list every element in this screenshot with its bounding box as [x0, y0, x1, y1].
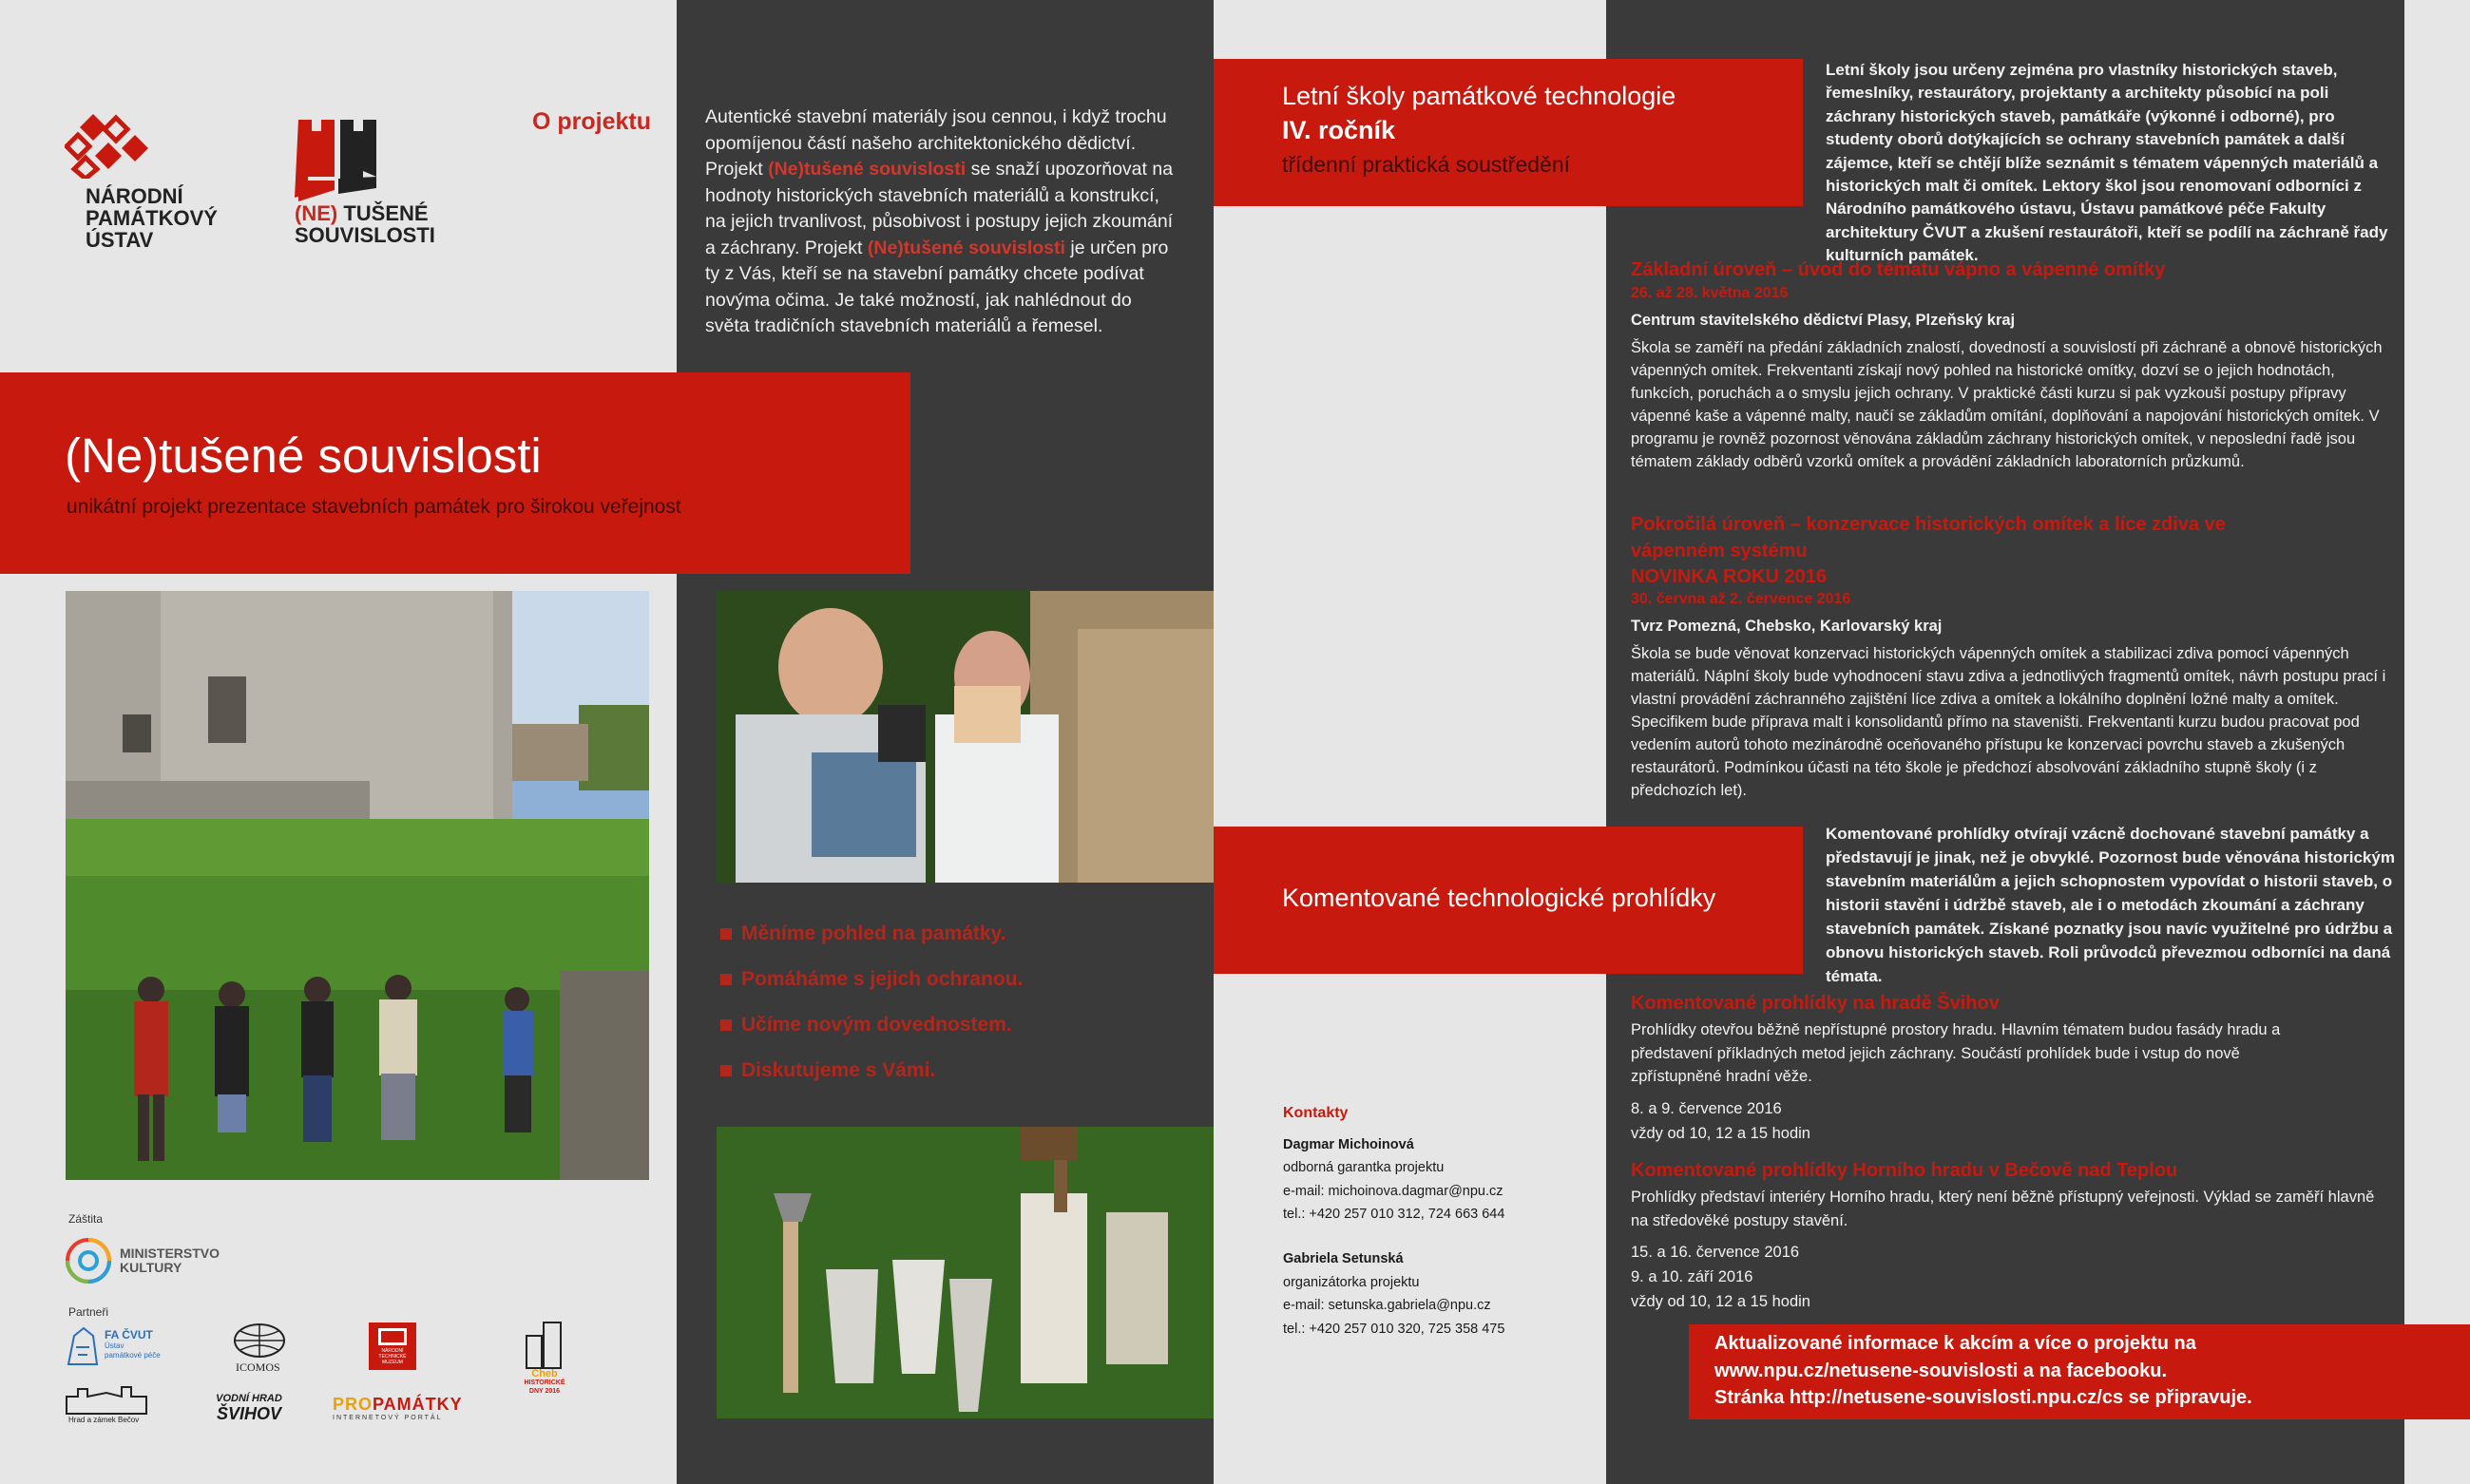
cheb-line1: Cheb	[531, 1368, 558, 1379]
svihov-date: 8. a 9. července 2016	[1631, 1099, 1782, 1117]
ntm-text: NÁRODNÍ TECHNICKÉ MUZEUM	[378, 1348, 407, 1365]
workers-photo	[717, 591, 1214, 883]
intro-highlight-2: (Ne)tušené souvislosti	[867, 237, 1065, 258]
ministerstvo-line2: KULTURY	[120, 1260, 182, 1275]
kontakty-title: Kontakty	[1283, 1105, 1349, 1121]
o-projektu-heading: O projektu	[532, 108, 652, 135]
castle-photo	[66, 591, 649, 1180]
intro-highlight-1: (Ne)tušené souvislosti	[768, 159, 967, 180]
cheb-line3: DNY 2016	[528, 1388, 561, 1395]
becov-text: Hrad a zámek Bečov	[68, 1416, 140, 1424]
prohlidky-title: Komentované technologické prohlídky	[1282, 884, 1716, 912]
becov-date1: 15. a 16. července 2016	[1631, 1244, 1800, 1261]
ne-prefix: (NE)	[295, 201, 338, 225]
svihov-line1: VODNÍ HRAD	[216, 1393, 282, 1404]
npu-line3: ÚSTAV	[86, 228, 154, 252]
ntm-logo	[369, 1322, 416, 1370]
pokrocila-section	[1631, 511, 2401, 802]
pokrocila-place: Tvrz Pomezná, Chebsko, Karlovarský kraj	[1631, 618, 1943, 635]
npu-logo-icon	[65, 114, 152, 179]
ministerstvo-kultury-icon	[65, 1237, 112, 1284]
bullet-item: Diskutujeme s Vámi.	[720, 1056, 1023, 1102]
aktual-text	[1714, 1330, 2252, 1412]
svihov-time: vždy od 10, 12 a 15 hodin	[1631, 1124, 1810, 1142]
pokrocila-heading: Pokročilá úroveň – konzervace historických omítek a líce zdiva ve vápenném systému	[1631, 514, 2226, 561]
propamatky-rest: PAMÁTKY	[373, 1395, 463, 1414]
bullet-item: Měníme pohled na památky.	[720, 920, 1023, 965]
zakladni-heading: Základní úroveň – úvod do tématu vápno a vápenné omítky	[1631, 259, 2166, 280]
letni-skoly-rocnik: IV. ročník	[1282, 116, 1396, 144]
zastita-label: Záštita	[68, 1212, 104, 1226]
kontakt1-email[interactable]: e-mail: michoinova.dagmar@npu.cz	[1283, 1183, 1503, 1199]
ministerstvo-kultury-text	[120, 1246, 220, 1275]
kontakt1-role: odborná garantka projektu	[1283, 1160, 1445, 1176]
propamatky-sub: INTERNETOVÝ PORTÁL	[333, 1415, 443, 1421]
ne-logo-text	[295, 202, 435, 246]
kontakt2-tel: tel.: +420 257 010 320, 725 358 475	[1283, 1321, 1505, 1337]
page-title: (Ne)tušené souvislosti	[65, 428, 542, 483]
partneri-label: Partneři	[68, 1305, 109, 1319]
svihov-section	[1631, 990, 2334, 1146]
svihov-heading: Komentované prohlídky na hradě Švihov	[1631, 993, 2000, 1014]
ne-line1: TUŠENÉ	[337, 201, 429, 225]
aktual-line1: Aktualizované informace k akcím a více o projektu na	[1714, 1333, 2196, 1354]
aktual-line3[interactable]: Stránka http://netusene-souvislosti.npu.cz/cs se připravuje.	[1714, 1387, 2252, 1408]
propamatky-logo	[333, 1395, 463, 1421]
kontakty-block	[1283, 1102, 1504, 1341]
ntm-mark-icon	[378, 1328, 407, 1345]
kontakt1-tel: tel.: +420 257 010 312, 724 663 644	[1283, 1207, 1505, 1223]
aktual-line2[interactable]: www.npu.cz/netusene-souvislosti a na facebooku.	[1714, 1360, 2168, 1381]
fa-cvut-sub: Ústav památkové péče	[105, 1341, 161, 1360]
becov-section	[1631, 1157, 2391, 1314]
prohlidky-intro: Komentované prohlídky otvírají vzácně dochované stavební památky a představují je jinak, než je obvyklé. Pozornost bude věnována historickým stavebním materiálům a jejich schopnostem vypovídat o historii staveb, o historii stavění i údržbě staveb, ale i o metodách zkoumání a záchrany stavebních památek. Získané poznatky jsou navíc využitelné pro údržbu a obnovu historických staveb. Roli průvodců převezmou odborníci na daná témata.	[1826, 825, 2395, 985]
bullet-item: Učíme novým dovednostem.	[720, 1011, 1023, 1056]
kontakt1-name: Dagmar Michoinová	[1283, 1136, 1414, 1152]
icomos-globe-icon	[231, 1322, 288, 1359]
zakladni-place: Centrum stavitelského dědictví Plasy, Plzeňský kraj	[1631, 312, 2016, 329]
zakladni-date: 26. až 28. května 2016	[1631, 285, 1789, 301]
icomos-text: ICOMOS	[236, 1360, 280, 1374]
npu-logo-text	[86, 185, 218, 251]
zakladni-section	[1631, 257, 2401, 473]
intro-p1: Autentické stavební materiály jsou cennou, i když trochu opomíjenou částí našeho architektonického dědictví. Projekt	[705, 106, 1167, 180]
intro-paragraph	[705, 105, 1180, 340]
tools-photo	[717, 1127, 1214, 1418]
mission-bullets	[720, 920, 1023, 1102]
kontakt2-name: Gabriela Setunská	[1283, 1250, 1404, 1266]
becov-text: Prohlídky představí interiéry Horního hradu, který není běžně přístupný veřejnosti. Výklad se zaměří hlavně na středověké postupy stavění.	[1631, 1189, 2375, 1229]
letni-skoly-intro: Letní školy jsou určeny zejména pro vlastníky historických staveb, řemeslníky, restaurátory, projektanty a architekty působící na poli záchrany historických staveb, památkáře (výkonné i odborné), pro studenty oborů dotýkajících se ochrany stavebních památek a další zájemce, kteří se chtějí blíže seznámit s tématem vápenných materiálů a historických malt či omítek. Lektory škol jsou renomovaní odborníci z Národního památkového ústavu, Ústavu památkové péče Fakulty architektury ČVUT a zkušení restaurátoři, kteří se podílí na záchraně řady kulturních památek.	[1826, 61, 2388, 265]
fa-cvut-text: FA ČVUT	[105, 1328, 153, 1341]
bullet-item: Pomáháme s jejich ochranou.	[720, 965, 1023, 1011]
cheb-line2: HISTORICKÉ	[524, 1379, 565, 1386]
pokrocila-novinka: NOVINKA ROKU 2016	[1631, 566, 1827, 587]
letni-skoly-subtitle: třídenní praktická soustředění	[1282, 152, 1570, 177]
ministerstvo-line1: MINISTERSTVO	[120, 1246, 220, 1261]
becov-time: vždy od 10, 12 a 15 hodin	[1631, 1293, 1810, 1310]
npu-line2: PAMÁTKOVÝ	[86, 206, 218, 230]
cheb-text	[521, 1370, 568, 1396]
ne-line2: SOUVISLOSTI	[295, 223, 435, 247]
fa-cvut-lion-icon	[65, 1326, 101, 1366]
becov-date2: 9. a 10. září 2016	[1631, 1268, 1753, 1285]
pokrocila-text: Škola se bude věnovat konzervaci historických vápenných omítek a stabilizaci zdiva pomocí vápenných materiálů. Náplní školy bude vyhodnocení stavu zdiva a jednotlivých fragmentů omítek, návrh postupu prací i vlastní provádění záchranného zajištění líce zdiva a omítek a lokálního doplnění ložné malty a omítek. Specifikem bude příprava malt i konsolidantů přímo na staveništi. Frekventanti kurzu budou pracovat pod vedením autorů tohoto mezinárodně oceňovaného přístupu ke konzervaci povrchu staveb a zkušených restaurátorů. Podmínkou účasti na této škole je předchozí absolvování základního stupně školy (i z předchozích let).	[1631, 645, 2386, 799]
propamatky-pro: PRO	[333, 1395, 373, 1414]
letni-skoly-title: Letní školy památkové technologie	[1282, 82, 1676, 110]
pokrocila-date: 30. června až 2. července 2016	[1631, 591, 1851, 607]
intro-p2: se snaží upozorňovat na hodnoty historických stavebních materiálů a konstrukcí, na jejich trvanlivost, působivost i postupy jejich zkoumání a záchrany. Projekt	[705, 159, 1174, 258]
svihov-logo	[211, 1393, 287, 1424]
becov-heading: Komentované prohlídky Horního hradu v Bečově nad Teplou	[1631, 1160, 2178, 1181]
svihov-line2: ŠVIHOV	[216, 1404, 282, 1423]
panel-edge-light	[2404, 0, 2470, 1484]
intro-p3: je určen pro ty z Vás, kteří se na stavební památky chcete podívat novýma očima. Je také možností, jak nahlédnout do světa tradičních stavebních materiálů a řemesel.	[705, 237, 1169, 336]
kontakt2-email[interactable]: e-mail: setunska.gabriela@npu.cz	[1283, 1298, 1491, 1314]
npu-line1: NÁRODNÍ	[86, 184, 183, 208]
svihov-text: Prohlídky otevřou běžně nepřístupné prostory hradu. Hlavním tématem budou fasády hradu a představení příkladných metod jejich záchrany. Součástí prohlídek bude i vstup do nově zpřístupněné hradní věže.	[1631, 1021, 2281, 1085]
page-subtitle: unikátní projekt prezentace stavebních památek pro širokou veřejnost	[67, 496, 681, 518]
zakladni-text: Škola se zaměří na předání základních znalostí, dovedností a souvislostí při záchraně a obnově historických vápenných omítek. Frekventanti získají nový pohled na historické omítky, dozví se o jejich hodnotách, funkcích, poruchách a o smyslu jejich ochrany. V praktické části kurzu si pak vyzkouší postupy přípravy vápenné kaše a vápenné malty, naučí se základům omítání, doplňování a napojování historických omítek. V programu je rovněž pozornost věnována základům záchrany historických omítek, v neposlední řadě jsou tématem základy odběrů vzorků omítek a provádění základních laboratorních průzkumů.	[1631, 339, 2383, 470]
becov-castle-icon	[65, 1383, 148, 1416]
kontakt2-role: organizátorka projektu	[1283, 1274, 1420, 1290]
